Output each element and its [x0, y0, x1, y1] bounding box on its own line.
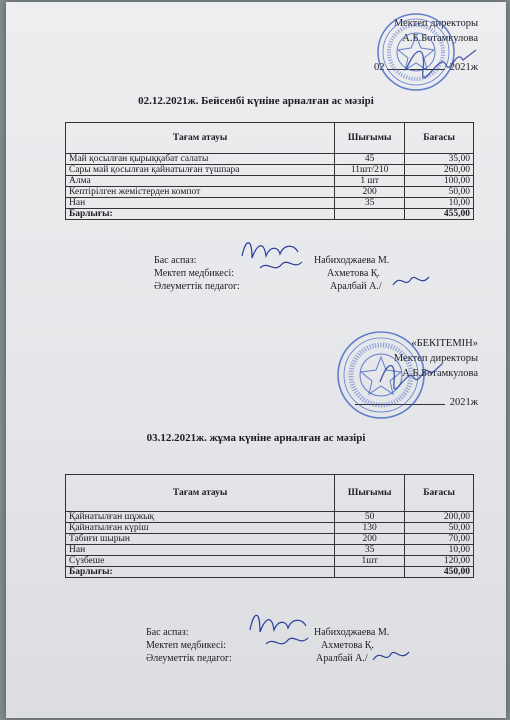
table-row	[66, 187, 474, 198]
total-empty-cell	[335, 567, 405, 578]
column-header-yield: Шығымы	[335, 123, 405, 154]
price-cell: 200,00	[405, 512, 474, 523]
menu-title-1: 02.12.2021ж. Бейсенбі күніне арналған ас мәзірі	[138, 95, 374, 107]
approval-year: 2021ж	[449, 397, 478, 408]
total-label: Барлығы:	[66, 209, 335, 220]
total-row	[66, 209, 474, 220]
price-cell: 10,00	[405, 545, 474, 556]
role-label: Мектеп медбикесі:	[154, 268, 235, 279]
approval-heading: «БЕКІТЕМІН»	[411, 338, 478, 349]
table-row	[66, 198, 474, 209]
person-name: Ахметова Қ.	[321, 640, 374, 651]
table-row	[66, 523, 474, 534]
approval-day: 02	[373, 62, 385, 73]
price-cell: 10,00	[405, 198, 474, 209]
total-row	[66, 567, 474, 578]
price-cell: 50,00	[405, 523, 474, 534]
table-row	[66, 512, 474, 523]
menu-title-2: 03.12.2021ж. жұма күніне арналған ас мәзірі	[146, 432, 366, 444]
price-cell: 35,00	[405, 154, 474, 165]
person-name: Аралбай А./	[316, 653, 368, 664]
role-label: Бас аспаз:	[154, 255, 197, 266]
price-cell: 70,00	[405, 534, 474, 545]
director-signature-icon	[376, 356, 446, 391]
director-name: А.Б.Ботамкулова	[402, 33, 478, 44]
total-label: Барлығы:	[66, 567, 335, 578]
person-name: Аралбай А./	[330, 281, 382, 292]
table-row	[66, 545, 474, 556]
price-cell: 120,00	[405, 556, 474, 567]
document-page	[6, 2, 506, 718]
table-row	[66, 534, 474, 545]
director-name: А.Б.Ботамкулова	[402, 368, 478, 379]
person-name: Набиходжаева М.	[314, 255, 390, 266]
director-position: Мектеп директоры	[393, 18, 478, 29]
dish-cell: Сүзбеше	[66, 556, 335, 567]
yield-cell: 35	[335, 198, 405, 209]
role-label: Әлеуметтік педагог:	[154, 281, 240, 292]
dish-cell: Нан	[66, 198, 335, 209]
yield-cell: 200	[335, 187, 405, 198]
column-header-dish: Тағам атауы	[66, 123, 335, 154]
chef-signature-icon	[246, 606, 316, 656]
yield-cell: 1 шт	[335, 176, 405, 187]
table-row	[66, 165, 474, 176]
director-position: Мектеп директоры	[393, 353, 478, 364]
yield-cell: 1шт	[335, 556, 405, 567]
person-name: Набиходжаева М.	[314, 627, 390, 638]
table-row	[66, 556, 474, 567]
menu-table-1	[65, 122, 474, 220]
total-value: 455,00	[405, 209, 474, 220]
director-signature-icon	[401, 40, 481, 80]
person-name: Ахметова Қ.	[327, 268, 380, 279]
yield-cell: 35	[335, 545, 405, 556]
role-label: Әлеуметтік педагог:	[146, 653, 232, 664]
pedagogue-signature-icon	[371, 646, 411, 668]
pedagogue-signature-icon	[391, 271, 431, 293]
table-row	[66, 154, 474, 165]
role-label: Мектеп медбикесі:	[146, 640, 227, 651]
dish-cell: Сары май қосылған қайнатылған түшпара	[66, 165, 335, 176]
total-value: 450,00	[405, 567, 474, 578]
total-empty-cell	[335, 209, 405, 220]
dish-cell: Алма	[66, 176, 335, 187]
role-label: Бас аспаз:	[146, 627, 189, 638]
table-header-row	[66, 475, 474, 512]
column-header-price: Бағасы	[405, 123, 474, 154]
yield-cell: 130	[335, 523, 405, 534]
dish-cell: Қайнатылған күріш	[66, 523, 335, 534]
dish-cell: Нан	[66, 545, 335, 556]
price-cell: 50,00	[405, 187, 474, 198]
dish-cell: Табиғи шырын	[66, 534, 335, 545]
signature-row-social-pedagogue	[154, 280, 414, 293]
price-cell: 100,00	[405, 176, 474, 187]
yield-cell: 45	[335, 154, 405, 165]
approval-year: 2021ж	[449, 62, 478, 73]
column-header-dish: Тағам атауы	[66, 475, 335, 512]
yield-cell: 11шт/210	[335, 165, 405, 176]
price-cell: 260,00	[405, 165, 474, 176]
menu-table-2	[65, 474, 474, 578]
dish-cell: Кептірілген жемістерден компот	[66, 187, 335, 198]
column-header-price: Бағасы	[405, 475, 474, 512]
dish-cell: Қайнатылған шұжық	[66, 512, 335, 523]
dish-cell: Май қосылған қырыққабат салаты	[66, 154, 335, 165]
table-row	[66, 176, 474, 187]
column-header-yield: Шығымы	[335, 475, 405, 512]
yield-cell: 50	[335, 512, 405, 523]
chef-signature-icon	[238, 234, 308, 279]
yield-cell: 200	[335, 534, 405, 545]
table-header-row	[66, 123, 474, 154]
